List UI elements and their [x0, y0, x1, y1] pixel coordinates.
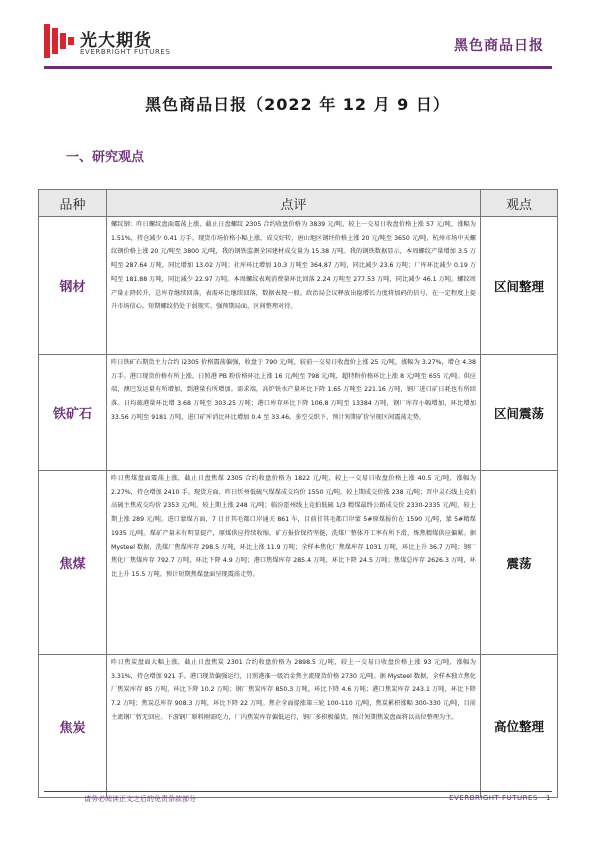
- column-header-comment: 点评: [107, 190, 481, 217]
- table-header-row: [39, 190, 558, 217]
- comment-cell: 螺纹钢：昨日螺纹盘面震荡上涨，截止日盘螺纹 2305 合约收盘价格为 3839 元/吨，较上一交易日收盘价格上涨 57 元/吨，涨幅为 1.51%，持仓减少 0.41 万手。现货市场价格小幅上涨，成交好转，唐山地区钢坯价格上涨 20 元/吨至 3650 元/吨，杭州市场中天螺纹钢价格上涨 20 元/吨至 3800 元/吨，我的钢铁监测全国建材成交量为 15.38 万吨。我的钢铁数据显示，本周螺纹产量增加 3.5 万吨至 287.64 万吨，同比增加 13.02 万吨；社库环比增加 10.3 万吨至 364.87 万吨，同比减少 23.6 万吨；厂库环比减少 0.19 万吨至 181.88 万吨，同比减少 22.97 万吨。本周螺纹表观消费量环比回落 2.24 万吨至 277.53 万吨，同比减少 46.1 万吨。螺纹周产量止降转升，总库存继续回落，表需环比继续回落，数据表现一般。政治局会议释放出稳增长力度将加码的信号，在一定程度上提升市场信心。短期螺纹仍处于弱现实、强预期局面，区间整理对待。: [107, 217, 481, 355]
- variety-cell: 铁矿石: [39, 355, 107, 471]
- table-row: [39, 355, 558, 471]
- comment-cell: 昨日焦煤盘面震荡上涨，截止日盘焦煤 2305 合约收盘价格为 1822 元/吨，较上一交易日收盘价格上涨 40.5 元/吨，涨幅为 2.27%，持仓增加 2410 手。现货方面，昨日忻州低硫气煤煤成交均价 1550 元/吨，较上期成交价涨 238 元/吨；晋中灵石线上竞拍高硫主焦成交均价 2353 元/吨，较上期上涨 248 元/吨；临汾霍州线上竞拍低硫 1/3 精煤最终公路成交价 2330-2335 元/吨，较上期上涨 289 元/吨。进口蒙煤方面，7 日甘其毛都口岸通关 861 车，目前甘其毛都口岸蒙 5#原煤报价在 1590 元/吨，蒙 5#精煤 1935 元/吨。煤矿产量未有明显提产，原煤供应持续收缩，矿方报价保持坚挺，洗煤厂整体开工率有所下滑，炼焦精煤供应偏紧。据 Mysteel 数据，洗煤厂焦煤库存 298.5 万吨，环比上涨 11.9 万吨；全样本焦化厂焦煤库存 1031 万吨，环比上升 36.7 万吨；钢厂焦化厂焦煤库存 792.7 万吨，环比下降 4.9 万吨；港口焦煤库存 285.4 万吨，环比下降 24.5 万吨；焦煤总库存 2626.3 万吨，环比上升 15.5 万吨。预计短期焦煤盘面呈现震荡走势。: [107, 471, 481, 655]
- table-row: [39, 217, 558, 355]
- page-title: 黑色商品日报（2022 年 12 月 9 日）: [145, 95, 450, 114]
- page-header: [44, 24, 552, 64]
- section-heading: 一、研究观点: [66, 150, 145, 165]
- header-report-name: 黑色商品日报: [454, 38, 544, 54]
- page-number: 1: [546, 794, 551, 802]
- variety-cell: 焦炭: [39, 655, 107, 798]
- everbright-logo-icon: [44, 24, 74, 58]
- table-row: [39, 655, 558, 798]
- footer-brand-page: [449, 794, 551, 802]
- column-header-variety: 品种: [39, 190, 107, 217]
- variety-cell: 钢材: [39, 217, 107, 355]
- logo-chinese-name: 光大期货: [80, 31, 152, 51]
- table-row: [39, 471, 558, 655]
- footer-brand: EVERBRIGHT FUTURES: [449, 794, 538, 802]
- footer-divider: [44, 791, 552, 792]
- column-header-view: 观点: [481, 190, 558, 217]
- logo-english-name: EVERBRIGHT FUTURES: [80, 48, 171, 56]
- comment-cell: 昨日焦炭盘面大幅上涨，截止日盘焦炭 2301 合约收盘价格为 2898.5 元/吨，较上一交易日收盘价格上涨 93 元/吨，涨幅为 3.31%，持仓增加 921 手。港口现货偏强运行，日照港准一级冶金焦主流现货价格 2730 元/吨。据 Mysteel 数据，全样本独立焦化厂焦炭库存 85 万吨，环比下降 10.2 万吨；钢厂焦炭库存 850.3 万吨，环比下降 4.6 万吨；港口焦炭库存 243.1 万吨，环比下降 7.2 万吨；焦炭总库存 908.3 万吨，环比下降 22 万吨。焦企全面提涨第三轮 100-110 元/吨，焦炭累积涨幅 300-330 元/吨，目前主流钢厂暂无回应。下游钢厂原料刚需吃力，厂内焦炭库存偏低运行，钢厂多积极備货。预计短期焦炭盘面将以高位整理为主。: [107, 655, 481, 798]
- header-divider: [44, 66, 552, 69]
- view-cell: 区间整理: [481, 217, 558, 355]
- comment-cell: 昨日铁矿石期货主力合约 i2305 价格震荡偏强，收盘于 790 元/吨，较前一交易日收盘价上涨 25 元/吨，涨幅为 3.27%，增仓 4.38 万手。港口现货价格有所上涨，日照港 PB 粉价格环比上涨 16 元/吨至 798 元/吨，超特粉价格环比上涨 8 元/吨至 655 元/吨。供应端，澳巴发运量有所增加，到港量有所增加。需求端，高炉铁水产量环比下降 1.65 万吨至 221.16 万吨，钢厂进口矿日耗也有所回落。日均疏港量环比增 3.68 万吨至 303.25 万吨；港口库存环比下降 106.8 万吨至 13384 万吨，钢厂库存小幅增加，环比增加 33.56 万吨至 9181 万吨，进口矿库消比环比增加 0.4 至 33.46。多空交织下，预计短期矿价呈现区间震荡走势。: [107, 355, 481, 471]
- view-cell: 高位整理: [481, 655, 558, 798]
- view-cell: 区间震荡: [481, 355, 558, 471]
- research-view-table: [38, 189, 558, 798]
- footer-disclaimer: 请务必阅读正文之后的免责条款部分: [84, 795, 196, 803]
- view-cell: 震荡: [481, 471, 558, 655]
- variety-cell: 焦煤: [39, 471, 107, 655]
